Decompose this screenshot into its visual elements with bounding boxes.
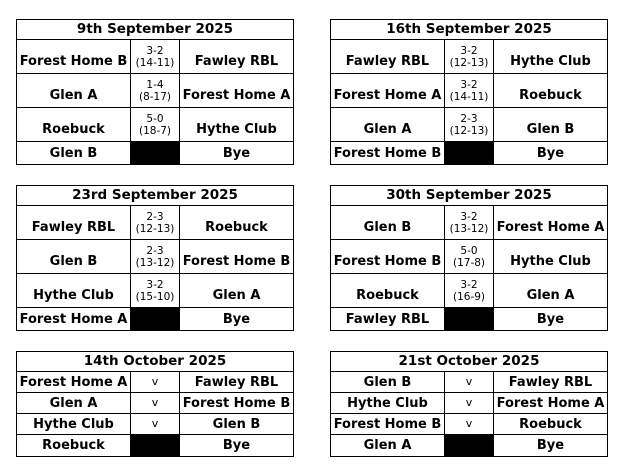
match-result <box>130 240 180 273</box>
bye-block <box>130 435 180 456</box>
fixture-date: 16th September 2025 <box>331 20 607 40</box>
away-team: Forest Home B <box>182 395 291 411</box>
match-row <box>17 414 293 435</box>
home-team: Glen A <box>363 122 412 137</box>
match-frames: (16-9) <box>452 290 486 303</box>
fixture-card-21-october <box>330 351 608 457</box>
match-frames: (12-13) <box>135 222 175 235</box>
match-row <box>331 74 607 108</box>
match-frames: (14-11) <box>135 56 175 69</box>
fixture-card-16-september <box>330 19 608 165</box>
fixture-card-30-september <box>330 185 608 331</box>
bye-team: Glen B <box>49 145 98 161</box>
bye-block <box>130 308 180 330</box>
bye-row <box>331 435 607 456</box>
bye-team: Roebuck <box>42 438 105 453</box>
bye-block <box>444 435 494 456</box>
home-team: Forest Home B <box>333 254 442 269</box>
versus-label: v <box>465 375 473 388</box>
bye-row <box>331 142 607 164</box>
away-team: Roebuck <box>519 416 582 432</box>
match-result <box>130 108 180 141</box>
bye-team: Fawley RBL <box>345 311 430 327</box>
home-team: Fawley RBL <box>345 54 430 69</box>
fixture-date: 9th September 2025 <box>17 20 293 40</box>
match-result <box>130 74 180 107</box>
away-team: Roebuck <box>519 88 582 103</box>
match-row <box>331 206 607 240</box>
match-row <box>17 74 293 108</box>
versus-label: v <box>465 396 473 409</box>
match-result <box>444 108 494 141</box>
fixture-card-23-september <box>16 185 294 331</box>
bye-block <box>444 308 494 330</box>
fixture-card-14-october <box>16 351 294 457</box>
match-frames: (18-7) <box>138 124 172 137</box>
match-versus <box>444 414 494 434</box>
match-versus <box>130 372 180 392</box>
bye-row <box>331 308 607 330</box>
match-row <box>331 240 607 274</box>
match-result <box>444 206 494 239</box>
away-team: Glen A <box>212 288 261 303</box>
home-team: Roebuck <box>356 288 419 303</box>
match-row <box>17 274 293 308</box>
home-team: Glen B <box>363 374 412 390</box>
match-versus <box>130 393 180 413</box>
match-frames: (12-13) <box>449 124 489 137</box>
match-row <box>17 372 293 393</box>
match-row <box>331 414 607 435</box>
away-team: Fawley RBL <box>194 54 279 69</box>
bye-row <box>17 435 293 456</box>
match-result <box>130 274 180 307</box>
match-score: 3-2 <box>146 278 164 291</box>
match-row <box>17 240 293 274</box>
bye-label: Bye <box>222 145 251 161</box>
away-team: Hythe Club <box>510 54 591 69</box>
match-frames: (14-11) <box>449 90 489 103</box>
away-team: Hythe Club <box>510 254 591 269</box>
bye-label: Bye <box>536 145 565 161</box>
match-row <box>331 274 607 308</box>
match-row <box>331 393 607 414</box>
match-score: 3-2 <box>460 78 478 91</box>
fixture-date: 30th September 2025 <box>331 186 607 206</box>
bye-label: Bye <box>536 311 565 327</box>
match-score: 5-0 <box>146 112 164 125</box>
away-team: Forest Home B <box>182 254 291 269</box>
versus-label: v <box>151 417 159 430</box>
match-result <box>444 274 494 307</box>
match-row <box>17 206 293 240</box>
home-team: Hythe Club <box>33 416 114 432</box>
away-team: Forest Home A <box>182 88 291 103</box>
match-result <box>444 240 494 273</box>
away-team: Glen B <box>526 122 575 137</box>
match-frames: (15-10) <box>135 290 175 303</box>
home-team: Glen B <box>49 254 98 269</box>
home-team: Forest Home A <box>333 88 442 103</box>
home-team: Roebuck <box>42 122 105 137</box>
bye-block <box>444 142 494 164</box>
match-result <box>130 40 180 73</box>
match-frames: (13-12) <box>449 222 489 235</box>
match-score: 2-3 <box>146 210 164 223</box>
fixture-date: 14th October 2025 <box>17 352 293 372</box>
home-team: Hythe Club <box>33 288 114 303</box>
match-versus <box>444 393 494 413</box>
away-team: Glen B <box>212 416 261 432</box>
match-score: 3-2 <box>460 210 478 223</box>
bye-row <box>17 142 293 164</box>
home-team: Forest Home A <box>19 374 128 390</box>
match-score: 2-3 <box>146 244 164 257</box>
bye-team: Forest Home B <box>333 145 442 161</box>
match-row <box>331 108 607 142</box>
home-team: Glen A <box>49 395 98 411</box>
match-row <box>17 393 293 414</box>
bye-row <box>17 308 293 330</box>
match-score: 3-2 <box>460 278 478 291</box>
match-result <box>444 40 494 73</box>
away-team: Forest Home A <box>496 395 605 411</box>
home-team: Forest Home B <box>333 416 442 432</box>
match-frames: (17-8) <box>452 256 486 269</box>
versus-label: v <box>465 417 473 430</box>
bye-team: Glen A <box>363 438 412 453</box>
match-frames: (8-17) <box>138 90 172 103</box>
bye-team: Forest Home A <box>19 311 128 327</box>
away-team: Forest Home A <box>496 220 605 235</box>
home-team: Forest Home B <box>19 54 128 69</box>
match-score: 3-2 <box>146 44 164 57</box>
home-team: Glen B <box>363 220 412 235</box>
match-frames: (12-13) <box>449 56 489 69</box>
away-team: Roebuck <box>205 220 268 235</box>
away-team: Fawley RBL <box>508 374 593 390</box>
versus-label: v <box>151 396 159 409</box>
bye-label: Bye <box>222 438 251 453</box>
match-score: 1-4 <box>146 78 164 91</box>
match-frames: (13-12) <box>135 256 175 269</box>
fixture-date: 23rd September 2025 <box>17 186 293 206</box>
fixture-card-9-september <box>16 19 294 165</box>
home-team: Hythe Club <box>347 395 428 411</box>
home-team: Glen A <box>49 88 98 103</box>
bye-block <box>130 142 180 164</box>
away-team: Hythe Club <box>196 122 277 137</box>
versus-label: v <box>151 375 159 388</box>
match-versus <box>130 414 180 434</box>
match-versus <box>444 372 494 392</box>
fixture-date: 21st October 2025 <box>331 352 607 372</box>
match-result <box>130 206 180 239</box>
bye-label: Bye <box>536 438 565 453</box>
match-row <box>331 40 607 74</box>
match-row <box>17 40 293 74</box>
away-team: Fawley RBL <box>194 374 279 390</box>
match-score: 2-3 <box>460 112 478 125</box>
match-row <box>331 372 607 393</box>
match-row <box>17 108 293 142</box>
away-team: Glen A <box>526 288 575 303</box>
home-team: Fawley RBL <box>31 220 116 235</box>
match-result <box>444 74 494 107</box>
bye-label: Bye <box>222 311 251 327</box>
match-score: 5-0 <box>460 244 478 257</box>
match-score: 3-2 <box>460 44 478 57</box>
